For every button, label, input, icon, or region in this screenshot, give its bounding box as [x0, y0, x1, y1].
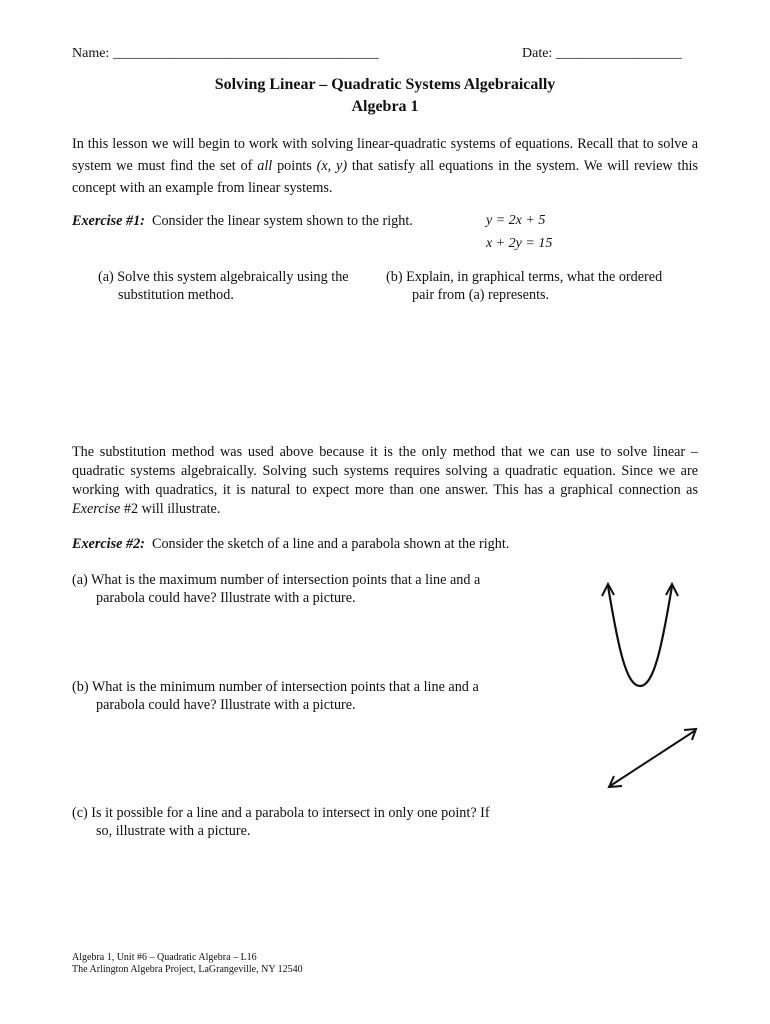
footer-line2: The Arlington Algebra Project, LaGrangeville, NY 12540 [72, 964, 303, 975]
exercise1-text: Consider the linear system shown to the right. [152, 213, 413, 229]
exercise2-text: Consider the sketch of a line and a parabola shown at the right. [152, 536, 510, 552]
exercise2-prompt [72, 536, 509, 553]
line-sketch-icon [604, 724, 704, 794]
page-subtitle: Algebra 1 [351, 98, 419, 115]
exercise1-part-b-line2: pair from (a) represents. [412, 287, 550, 303]
parabola-sketch-icon [596, 576, 686, 696]
page-title: Solving Linear – Quadratic Systems Algebraically [214, 76, 556, 93]
intro-paragraph [72, 133, 698, 199]
name-field-label: Name: ______________________________________ [72, 46, 379, 61]
exercise2-part-a-line1: (a) What is the maximum number of intersection points that a line and a [72, 572, 481, 588]
exercise1-equation-2: x + 2y = 15 [486, 236, 553, 251]
exercise1-part-a: (a) Solve this system algebraically using the substitution method. [98, 269, 349, 303]
exercise2-part-c-line1: (c) Is it possible for a line and a parabola to intersect in only one point? If [72, 805, 490, 821]
exercise2-part-a-line2: parabola could have? Illustrate with a picture. [96, 590, 356, 606]
substitution-exercise-ref: Exercise [72, 501, 121, 517]
intro-all-word: all [257, 158, 273, 174]
substitution-paragraph [72, 443, 698, 519]
exercise1-equation-1: y = 2x + 5 [486, 213, 546, 228]
footer-line1: Algebra 1, Unit #6 – Quadratic Algebra – L16 [72, 952, 257, 963]
intro-point: (x, y) [316, 158, 348, 174]
intro-text-1: In this lesson we will begin to work with solving linear-quadratic systems of equations. Recall that to solve a system we must find the set of [72, 136, 698, 174]
exercise2-label: Exercise #2: [72, 536, 145, 552]
exercise2-part-b-line1: (b) What is the minimum number of intersection points that a line and a [72, 679, 479, 695]
exercise2-part-b-line2: parabola could have? Illustrate with a picture. [96, 697, 356, 713]
intro-text-3: that satisfy all equations in the system. We will review this concept with an example from linear systems. [72, 158, 699, 196]
substitution-text-2: #2 will illustrate. [120, 501, 221, 517]
exercise1-part-b-line1: (b) Explain, in graphical terms, what the ordered [386, 269, 663, 285]
date-field-label: Date: __________________ [522, 46, 682, 61]
exercise1-prompt [72, 213, 413, 230]
exercise1-label: Exercise #1: [72, 213, 145, 229]
substitution-text-1: The substitution method was used above because it is the only method that we can use to solve linear – quadratic systems algebraically. Solving such systems requires solving a quadratic equation. Since we are working with quadratics, it is natural to expect more than one answer. This has a graphical connection as [72, 444, 698, 498]
footer [72, 952, 303, 976]
exercise2-part-c-line2: so, illustrate with a picture. [96, 823, 251, 839]
intro-text-2: points [272, 158, 317, 174]
